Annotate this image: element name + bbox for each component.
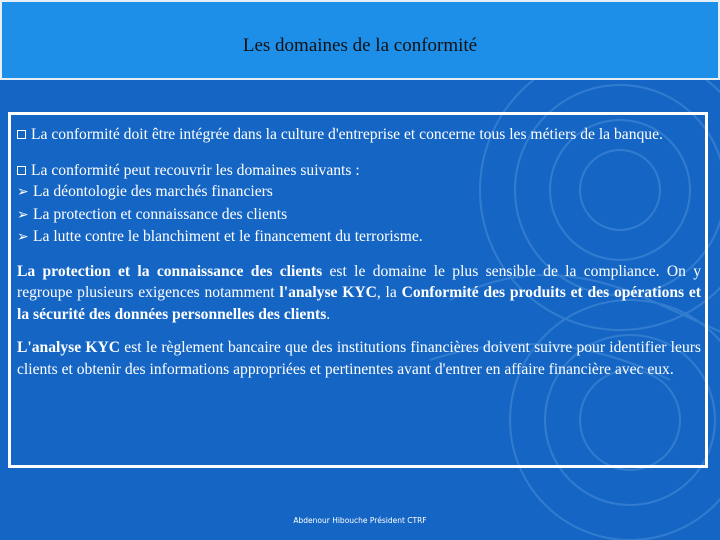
list-item-text: La lutte contre le blanchiment et le financement du terrorisme. <box>33 228 423 245</box>
domains-list <box>17 160 701 249</box>
kyc-bold-text: l'analyse KYC <box>279 284 377 301</box>
footer-author: Abdenour Hibouche Président CTRF <box>293 516 427 525</box>
protection-text: est le domaine le plus sensible de la compliance. On y regroupe plusieurs exigences notamment <box>17 262 701 301</box>
list-item-text: La protection et connaissance des clients <box>33 205 288 223</box>
slide-title: Les domaines de la conformité <box>242 35 478 56</box>
square-bullet-icon <box>17 130 26 139</box>
list-item <box>17 204 701 227</box>
list-intro <box>17 160 701 182</box>
paragraph-integration <box>17 124 701 146</box>
arrow-bullet-icon: ➢ <box>17 206 29 223</box>
square-bullet-icon <box>17 166 26 175</box>
paragraph-protection <box>17 261 701 326</box>
list-item-text: La déontologie des marchés financiers <box>33 183 273 200</box>
kyc-definition-bold-text: L'analyse KYC <box>17 339 121 356</box>
arrow-bullet-icon: ➢ <box>17 229 29 245</box>
protection-bold-text: La protection et la connaissance des clients <box>17 262 323 280</box>
conformite-bold-text: Conformité des produits et des opérations et la sécurité des données personnelles des clients <box>17 284 701 323</box>
protection-text-end: . <box>326 305 331 323</box>
arrow-bullet-icon: ➢ <box>17 184 29 200</box>
protection-text-2: , la <box>376 284 402 301</box>
kyc-definition-text: est le règlement bancaire que des institutions financières doivent suivre pour identifier leurs clients et obtenir des informations appropriées et pertinentes avant d'entrer en affaire financière avec eux. <box>17 339 701 378</box>
list-item <box>17 181 701 204</box>
content-box <box>8 112 708 468</box>
list-intro-text: La conformité peut recouvrir les domaines suivants : <box>31 161 360 179</box>
title-bar <box>0 0 720 80</box>
list-item <box>17 226 701 249</box>
paragraph-integration-text: La conformité doit être intégrée dans la culture d'entreprise et concerne tous les métiers de la banque. <box>31 126 663 143</box>
paragraph-kyc <box>17 337 701 380</box>
